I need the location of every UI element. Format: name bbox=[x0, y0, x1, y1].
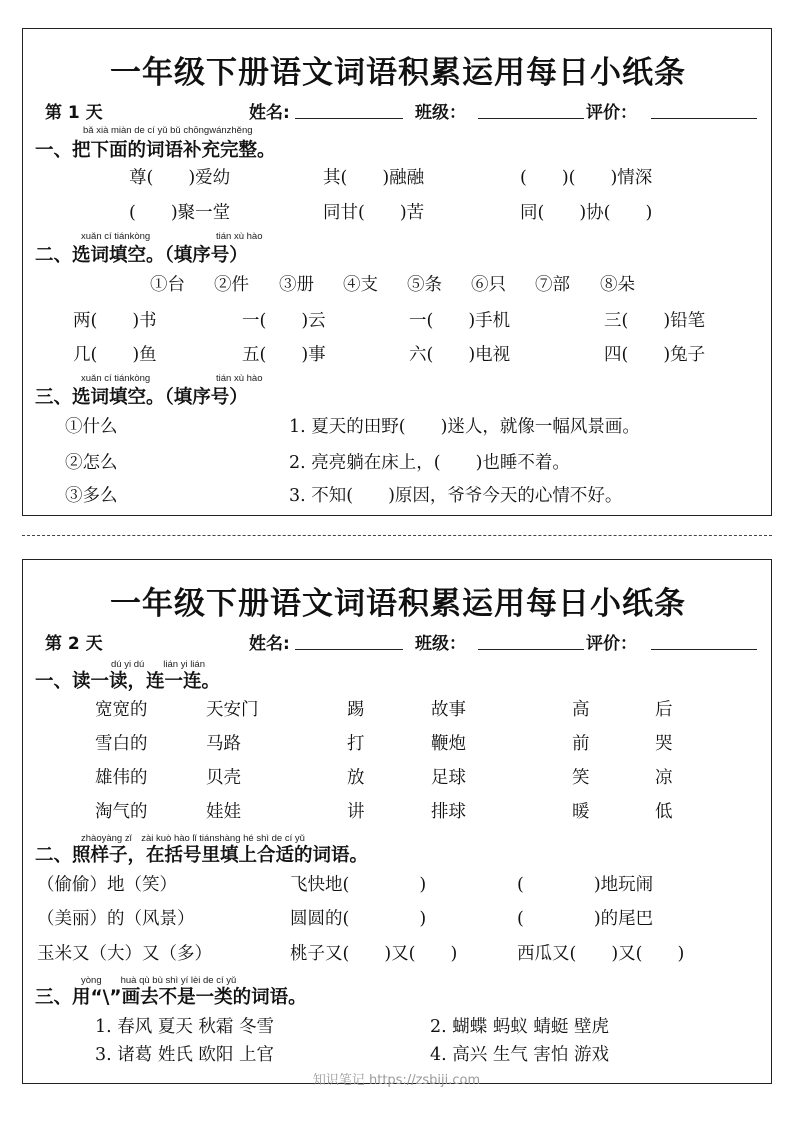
match-word: 马路 bbox=[206, 734, 241, 754]
idiom-item: 其( )融融 bbox=[323, 168, 425, 188]
idiom-item: 同( )协( ) bbox=[520, 203, 653, 223]
example-phrase: （偷偷）地（笑） bbox=[37, 875, 177, 895]
word-option: ③多么 bbox=[65, 486, 118, 506]
match-word: 足球 bbox=[431, 768, 466, 788]
measure-word-item: 五( )事 bbox=[242, 345, 326, 365]
word-option: ②怎么 bbox=[65, 453, 118, 473]
example-phrase: 玉米又（大）又（多） bbox=[37, 944, 212, 964]
fill-phrase: ( )地玩闹 bbox=[517, 875, 654, 895]
class-blank[interactable] bbox=[478, 649, 584, 650]
class-label: 班级： bbox=[415, 103, 466, 123]
option-item: ④支 bbox=[343, 275, 378, 295]
idiom-item: 同甘( )苦 bbox=[323, 203, 425, 223]
match-word: 宽宽的 bbox=[95, 700, 148, 720]
grade-label: 评价： bbox=[586, 634, 637, 654]
section-pinyin: dú yi dú lián yi lián bbox=[111, 659, 205, 670]
match-word: 放 bbox=[347, 768, 365, 788]
worksheet-title: 一年级下册语文词语积累运用每日小纸条 bbox=[110, 55, 686, 91]
section-1-title: 一、把下面的词语补充完整。 bbox=[35, 140, 276, 161]
match-word: 天安门 bbox=[206, 700, 259, 720]
match-word: 笑 bbox=[572, 768, 590, 788]
section-pinyin: xuǎn cí tiánkòng bbox=[81, 373, 151, 384]
word-group: 3. 诸葛 姓氏 欧阳 上官 bbox=[95, 1045, 274, 1065]
option-item: ⑧朵 bbox=[600, 275, 635, 295]
grade-label: 评价： bbox=[586, 103, 637, 123]
match-word: 高 bbox=[572, 700, 590, 720]
match-word: 暖 bbox=[572, 802, 590, 822]
example-phrase: （美丽）的（风景） bbox=[37, 909, 195, 929]
watermark: 知识笔记 https://zsbiji.com bbox=[312, 1073, 481, 1088]
match-word: 讲 bbox=[347, 802, 365, 822]
word-group: 4. 高兴 生气 害怕 游戏 bbox=[430, 1045, 609, 1065]
measure-word-item: 一( )云 bbox=[242, 311, 326, 331]
option-item: ⑥只 bbox=[471, 275, 506, 295]
worksheet-day-2 bbox=[22, 559, 772, 1084]
idiom-item: ( )聚一堂 bbox=[129, 203, 231, 223]
section-3-title: 三、选词填空。（填序号） bbox=[35, 387, 248, 408]
idiom-item: ( )( )情深 bbox=[520, 168, 653, 188]
match-word: 凉 bbox=[655, 768, 673, 788]
section-pinyin: tián xù hào bbox=[216, 373, 263, 384]
fill-phrase: 西瓜又( )又( ) bbox=[517, 944, 685, 964]
grade-blank[interactable] bbox=[651, 118, 757, 119]
match-word: 后 bbox=[655, 700, 673, 720]
section-3-title: 三、用“\”画去不是一类的词语。 bbox=[35, 987, 307, 1008]
match-word: 雪白的 bbox=[95, 734, 148, 754]
option-item: ②件 bbox=[214, 275, 249, 295]
worksheet-day-1 bbox=[22, 28, 772, 516]
sentence-item: 1. 夏天的田野( )迷人，就像一幅风景画。 bbox=[289, 417, 640, 437]
match-word: 打 bbox=[347, 734, 365, 754]
match-word: 娃娃 bbox=[206, 802, 241, 822]
sentence-item: 2. 亮亮躺在床上，( )也睡不着。 bbox=[289, 453, 570, 473]
worksheet-title: 一年级下册语文词语积累运用每日小纸条 bbox=[110, 586, 686, 622]
word-group: 1. 春风 夏天 秋霜 冬雪 bbox=[95, 1017, 274, 1037]
match-word: 贝壳 bbox=[206, 768, 241, 788]
option-item: ①台 bbox=[150, 275, 185, 295]
measure-word-item: 几( )鱼 bbox=[73, 345, 157, 365]
option-item: ⑦部 bbox=[535, 275, 570, 295]
cut-line bbox=[22, 535, 772, 536]
day-label: 第 1 天 bbox=[45, 103, 103, 123]
fill-phrase: 圆圆的( ) bbox=[290, 909, 427, 929]
section-2-title: 二、选词填空。（填序号） bbox=[35, 245, 248, 266]
class-label: 班级： bbox=[415, 634, 466, 654]
section-1-title: 一、读一读，连一连。 bbox=[35, 671, 221, 692]
name-label: 姓名: bbox=[249, 634, 290, 654]
match-word: 鞭炮 bbox=[431, 734, 466, 754]
match-word: 前 bbox=[572, 734, 590, 754]
match-word: 低 bbox=[655, 802, 673, 822]
match-word: 哭 bbox=[655, 734, 673, 754]
name-blank[interactable] bbox=[295, 649, 403, 650]
measure-word-item: 六( )电视 bbox=[409, 345, 511, 365]
sentence-item: 3. 不知( )原因，爷爷今天的心情不好。 bbox=[289, 486, 623, 506]
section-pinyin: zhàoyàng zǐ zài kuò hào lǐ tiánshàng hé shì de cí yǔ bbox=[81, 833, 305, 844]
match-word: 排球 bbox=[431, 802, 466, 822]
day-label: 第 2 天 bbox=[45, 634, 103, 654]
match-word: 踢 bbox=[347, 700, 365, 720]
fill-phrase: 飞快地( ) bbox=[290, 875, 427, 895]
option-item: ③册 bbox=[279, 275, 314, 295]
section-pinyin: yòng huà qù bù shì yí lèi de cí yǔ bbox=[81, 975, 237, 986]
word-option: ①什么 bbox=[65, 417, 118, 437]
fill-phrase: ( )的尾巴 bbox=[517, 909, 654, 929]
match-word: 淘气的 bbox=[95, 802, 148, 822]
section-pinyin: tián xù hào bbox=[216, 231, 263, 242]
class-blank[interactable] bbox=[478, 118, 584, 119]
idiom-item: 尊( )爱幼 bbox=[129, 168, 231, 188]
measure-word-item: 一( )手机 bbox=[409, 311, 511, 331]
grade-blank[interactable] bbox=[651, 649, 757, 650]
match-word: 故事 bbox=[431, 700, 466, 720]
measure-word-item: 四( )兔子 bbox=[604, 345, 706, 365]
section-2-title: 二、照样子，在括号里填上合适的词语。 bbox=[35, 845, 369, 866]
section-pinyin: xuǎn cí tiánkòng bbox=[81, 231, 151, 242]
section-pinyin: bǎ xià miàn de cí yǔ bǔ chōngwánzhěng bbox=[83, 125, 253, 136]
word-group: 2. 蝴蝶 蚂蚁 蜻蜓 壁虎 bbox=[430, 1017, 609, 1037]
option-item: ⑤条 bbox=[407, 275, 442, 295]
name-label: 姓名: bbox=[249, 103, 290, 123]
measure-word-item: 两( )书 bbox=[73, 311, 157, 331]
fill-phrase: 桃子又( )又( ) bbox=[290, 944, 458, 964]
name-blank[interactable] bbox=[295, 118, 403, 119]
match-word: 雄伟的 bbox=[95, 768, 148, 788]
measure-word-item: 三( )铅笔 bbox=[604, 311, 706, 331]
